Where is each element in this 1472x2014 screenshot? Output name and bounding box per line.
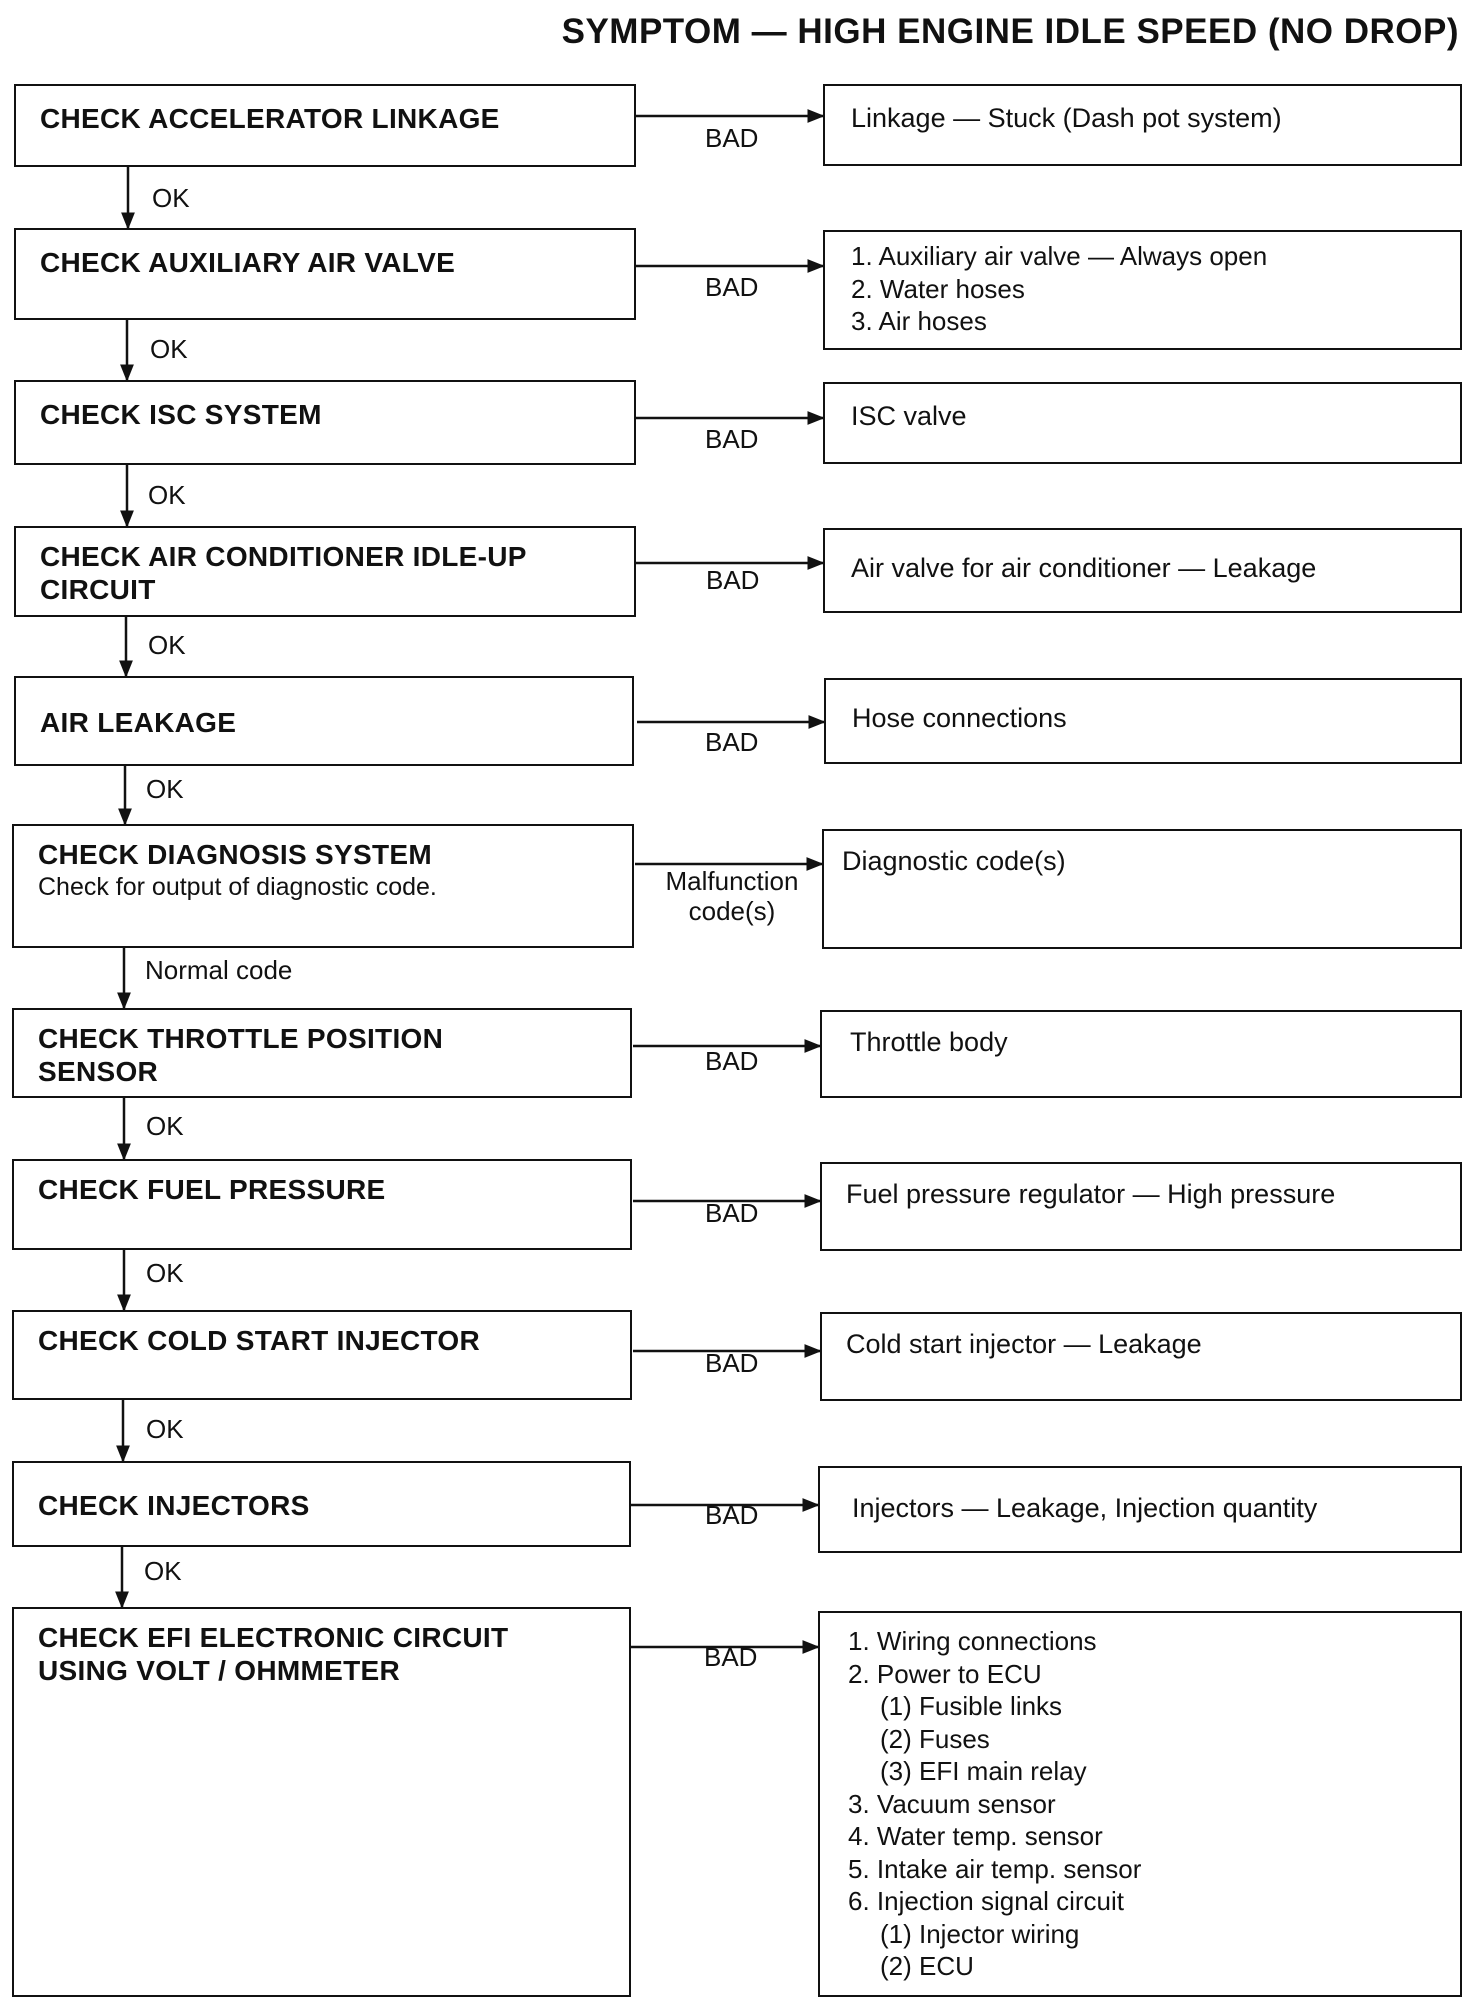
cause-text: Linkage — Stuck (Dash pot system)	[851, 103, 1282, 133]
cause-subitem: (2) Fuses	[880, 1723, 990, 1754]
ok-label: OK	[152, 183, 190, 213]
normal-code-label: Normal code	[145, 955, 293, 985]
ok-label: OK	[148, 630, 186, 660]
check-title-line-1: CHECK AIR CONDITIONER IDLE-UP	[40, 541, 527, 572]
cause-text: Throttle body	[850, 1027, 1008, 1057]
cause-text: Cold start injector — Leakage	[846, 1329, 1202, 1359]
ok-label: OK	[148, 480, 186, 510]
ok-label: OK	[146, 774, 184, 804]
cause-box	[818, 1611, 1462, 1997]
bad-label: BAD	[705, 1046, 759, 1076]
air-leakage-box	[14, 676, 634, 766]
check-title-line-2: SENSOR	[38, 1056, 159, 1087]
check-injectors-box	[12, 1461, 631, 1547]
check-air-conditioner-idle-up-box	[14, 526, 636, 617]
cause-list	[851, 240, 1460, 338]
cause-item: 3. Vacuum sensor	[848, 1788, 1056, 1819]
cause-box	[823, 84, 1462, 166]
cause-box	[823, 382, 1462, 464]
cause-text: Fuel pressure regulator — High pressure	[846, 1179, 1336, 1209]
bad-label: BAD	[705, 272, 759, 302]
cause-box	[818, 1466, 1462, 1553]
cause-list	[848, 1625, 1460, 1983]
check-throttle-position-sensor-box	[12, 1008, 632, 1098]
cause-text: Air valve for air conditioner — Leakage	[851, 553, 1317, 583]
cause-subitem: (1) Injector wiring	[880, 1918, 1080, 1949]
ok-label: OK	[146, 1414, 184, 1444]
bad-label: BAD	[704, 1642, 758, 1672]
check-fuel-pressure-box	[12, 1159, 632, 1250]
check-isc-system-box	[14, 380, 636, 465]
cause-item: 6. Injection signal circuit	[848, 1886, 1125, 1916]
cause-item: 1. Wiring connections	[848, 1626, 1097, 1656]
cause-text: Diagnostic code(s)	[842, 846, 1066, 876]
cause-box	[820, 1312, 1462, 1401]
check-cold-start-injector-box	[12, 1310, 632, 1400]
cause-item: 3. Air hoses	[851, 306, 987, 336]
cause-subitem: (2) ECU	[880, 1951, 974, 1981]
cause-text: Injectors — Leakage, Injection quantity	[852, 1493, 1318, 1523]
ok-label: OK	[144, 1556, 182, 1586]
malfunction-label-line-2: code(s)	[688, 896, 776, 926]
check-accelerator-linkage-box	[14, 84, 636, 167]
ok-label: OK	[150, 334, 188, 364]
check-diagnosis-system-box	[12, 824, 634, 948]
bad-label: BAD	[705, 1500, 759, 1530]
check-detail: Check for output of diagnostic code.	[38, 873, 437, 901]
check-title-line-2: USING VOLT / OHMMETER	[38, 1655, 401, 1686]
cause-item: 5. Intake air temp. sensor	[848, 1853, 1142, 1884]
check-title-line-1: CHECK THROTTLE POSITION	[38, 1023, 444, 1054]
ok-label: OK	[146, 1258, 184, 1288]
check-title: CHECK AUXILIARY AIR VALVE	[40, 247, 456, 278]
malfunction-label	[652, 866, 812, 926]
cause-text: Hose connections	[852, 703, 1067, 733]
cause-box	[823, 528, 1462, 613]
cause-item: 2. Water hoses	[851, 273, 1025, 304]
cause-box	[822, 829, 1462, 949]
bad-label: BAD	[705, 727, 759, 757]
check-title: CHECK INJECTORS	[38, 1490, 310, 1521]
bad-label: BAD	[706, 565, 760, 595]
symptom-title: SYMPTOM — HIGH ENGINE IDLE SPEED (NO DROP)	[561, 12, 1459, 51]
check-auxiliary-air-valve-box	[14, 228, 636, 320]
check-title: CHECK ISC SYSTEM	[40, 399, 322, 430]
cause-text: ISC valve	[851, 401, 967, 431]
bad-label: BAD	[705, 424, 759, 454]
bad-label: BAD	[705, 1348, 759, 1378]
cause-box	[823, 230, 1462, 350]
check-title-line-2: CIRCUIT	[40, 574, 156, 605]
cause-subitem: (3) EFI main relay	[880, 1756, 1087, 1786]
cause-item: 2. Power to ECU	[848, 1658, 1042, 1689]
bad-label: BAD	[705, 1198, 759, 1228]
check-efi-electronic-circuit-box	[12, 1607, 631, 1997]
check-title: CHECK DIAGNOSIS SYSTEM	[38, 839, 432, 870]
check-title: CHECK ACCELERATOR LINKAGE	[40, 103, 500, 134]
malfunction-label-line-1: Malfunction	[665, 866, 799, 896]
cause-item: 1. Auxiliary air valve — Always open	[851, 241, 1268, 271]
check-title: AIR LEAKAGE	[40, 707, 237, 738]
cause-box	[824, 678, 1462, 764]
cause-box	[820, 1010, 1462, 1098]
check-title: CHECK COLD START INJECTOR	[38, 1325, 481, 1356]
ok-label: OK	[146, 1111, 184, 1141]
bad-label: BAD	[705, 123, 759, 153]
check-title: CHECK FUEL PRESSURE	[38, 1174, 386, 1205]
cause-box	[820, 1162, 1462, 1251]
cause-subitem: (1) Fusible links	[880, 1691, 1063, 1721]
cause-item: 4. Water temp. sensor	[848, 1821, 1103, 1851]
check-title-line-1: CHECK EFI ELECTRONIC CIRCUIT	[38, 1622, 509, 1653]
